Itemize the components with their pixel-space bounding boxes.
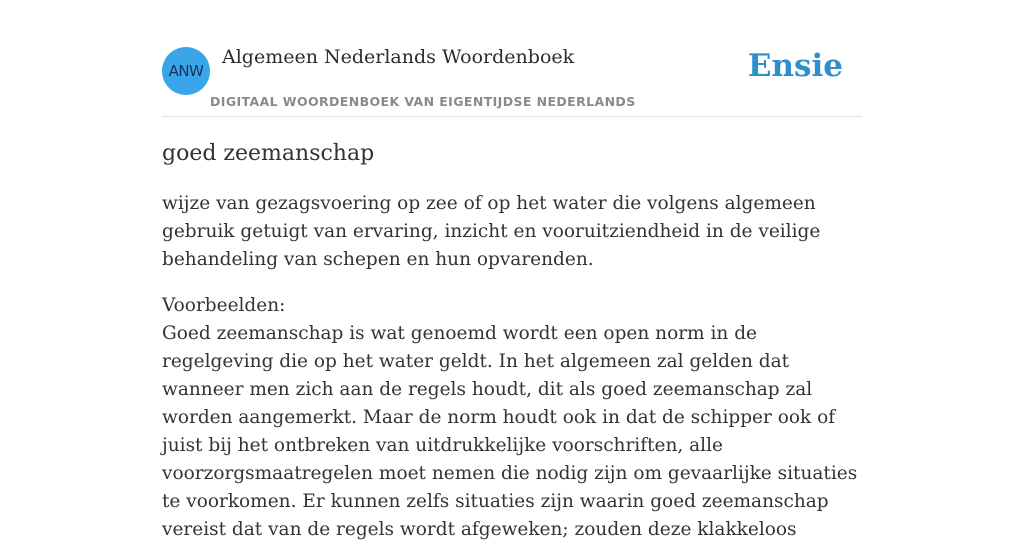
- site-header: [162, 46, 862, 117]
- entry-headword: goed zeemanschap: [162, 141, 375, 166]
- anw-logo-text: ANW: [168, 62, 204, 80]
- ensie-brand-logo[interactable]: Ensie: [747, 48, 843, 84]
- entry-definition: wijze van gezagsvoering op zee of op het water die volgens algemeen gebruik getuigt van ervaring, inzicht en vooruitziendheid in de veilige behandeling van schepen en hun opvarenden.: [162, 193, 821, 270]
- site-subtitle: DIGITAAL WOORDENBOEK VAN EIGENTIJDSE NEDERLANDS: [210, 94, 636, 109]
- site-title[interactable]: Algemeen Nederlands Woordenboek: [222, 46, 575, 68]
- entry-examples: [162, 292, 862, 544]
- anw-logo[interactable]: [162, 47, 210, 95]
- entry-content: [162, 138, 862, 544]
- examples-label: Voorbeelden:: [162, 295, 286, 316]
- example-text: Goed zeemanschap is wat genoemd wordt een open norm in de regelgeving die op het water geldt. In het algemeen zal gelden dat wanneer men zich aan de regels houdt, dit als goed zeemanschap zal worden aangemerkt. Maar de norm houdt ook in dat de schipper ook of juist bij het ontbreken van uitdrukkelijke voorschriften, alle voorzorgsmaatregelen moet nemen die nodig zijn om gevaarlijke situaties te voorkomen. Er kunnen zelfs situaties zijn waarin goed zeemanschap vereist dat van de regels wordt afgeweken; zouden deze klakkeloos: [162, 323, 858, 540]
